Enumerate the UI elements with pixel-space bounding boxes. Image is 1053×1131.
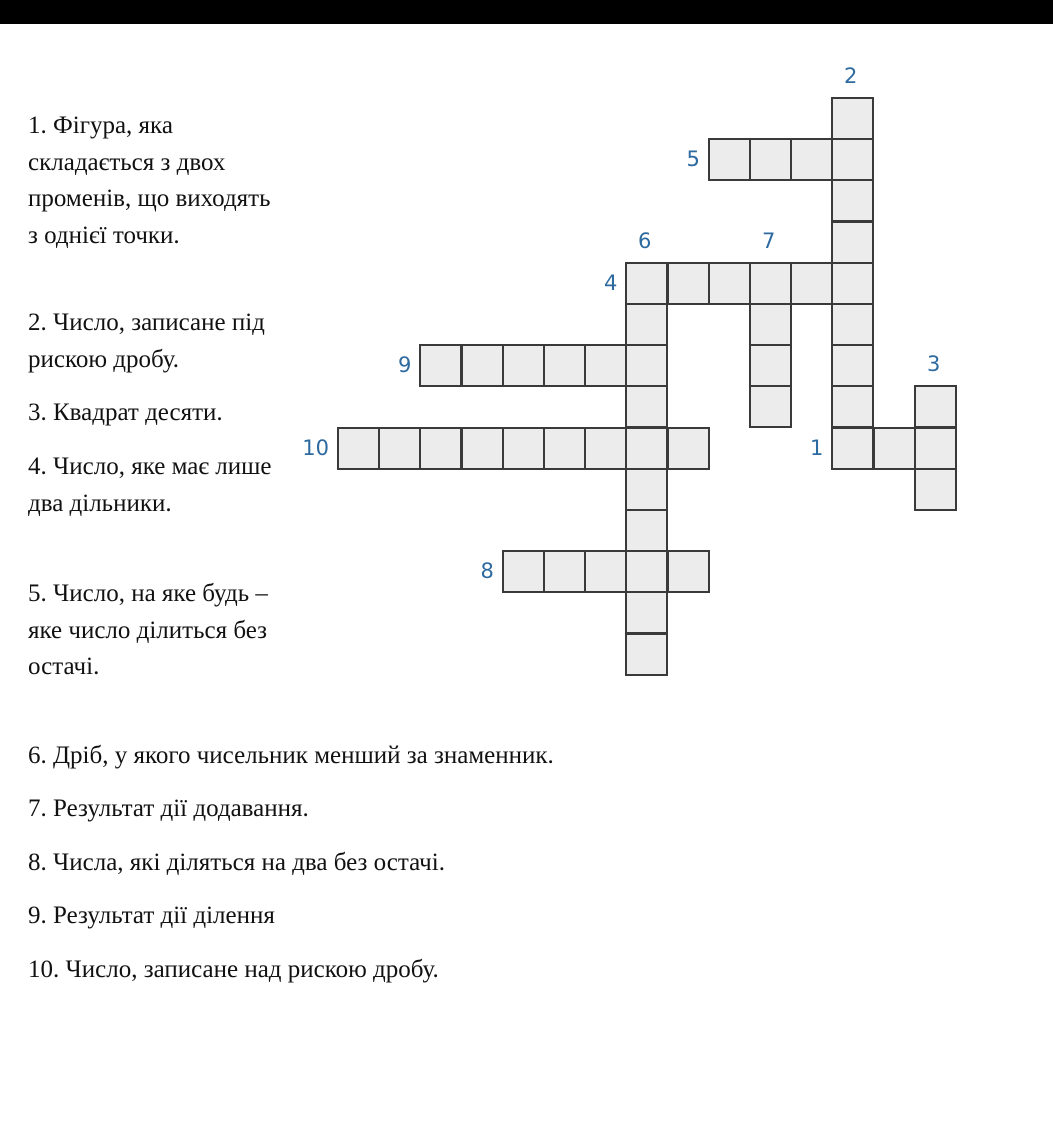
crossword-cell[interactable] — [749, 138, 792, 181]
crossword-cell[interactable] — [667, 427, 710, 470]
clue-number-8: 8 — [480, 559, 494, 583]
clue-6: 6. Дріб, у якого чисельник менший за знаменник. — [28, 742, 554, 769]
crossword-cell[interactable] — [708, 262, 751, 305]
crossword-cell[interactable] — [543, 550, 586, 593]
crossword-cell[interactable] — [625, 427, 668, 470]
crossword-cell[interactable] — [749, 385, 792, 428]
crossword-cell[interactable] — [873, 427, 916, 470]
crossword-cell[interactable] — [831, 385, 874, 428]
clue-number-4: 4 — [604, 271, 618, 295]
crossword-cell[interactable] — [378, 427, 421, 470]
crossword-cell[interactable] — [831, 344, 874, 387]
clue-number-10: 10 — [302, 436, 329, 460]
crossword-cell[interactable] — [625, 550, 668, 593]
clue-number-9: 9 — [398, 353, 412, 377]
crossword-cell[interactable] — [543, 427, 586, 470]
crossword-cell[interactable] — [625, 303, 668, 346]
crossword-cell[interactable] — [749, 303, 792, 346]
crossword-cell[interactable] — [461, 427, 504, 470]
crossword-cell[interactable] — [584, 550, 627, 593]
crossword-cell[interactable] — [914, 468, 957, 511]
crossword-cell[interactable] — [461, 344, 504, 387]
crossword-cell[interactable] — [625, 509, 668, 552]
crossword-cell[interactable] — [749, 344, 792, 387]
crossword-cell[interactable] — [625, 344, 668, 387]
crossword-cell[interactable] — [502, 344, 545, 387]
clue-number-5: 5 — [686, 147, 700, 171]
clue-5: 5. Число, на яке будь – яке число ділиться без остачі. — [28, 580, 268, 680]
crossword-cell[interactable] — [831, 262, 874, 305]
crossword-cell[interactable] — [625, 468, 668, 511]
crossword-cell[interactable] — [749, 262, 792, 305]
crossword-cell[interactable] — [831, 303, 874, 346]
crossword-cell[interactable] — [667, 262, 710, 305]
crossword-cell[interactable] — [914, 385, 957, 428]
crossword-cell[interactable] — [625, 385, 668, 428]
crossword-cell[interactable] — [543, 344, 586, 387]
clue-2: 2. Число, записане під рискою дробу. — [28, 309, 265, 373]
crossword-cell[interactable] — [337, 427, 380, 470]
crossword-cell[interactable] — [667, 550, 710, 593]
clue-7: 7. Результат дії додавання. — [28, 795, 309, 822]
crossword-cell[interactable] — [790, 262, 833, 305]
clue-3: 3. Квадрат десяти. — [28, 399, 223, 426]
clue-4: 4. Число, яке має лише два дільники. — [28, 453, 272, 517]
clue-8: 8. Числа, які діляться на два без остачі. — [28, 849, 445, 876]
clue-number-1: 1 — [810, 436, 824, 460]
clue-9: 9. Результат дії ділення — [28, 902, 275, 929]
clue-number-6: 6 — [638, 229, 652, 253]
crossword-cell[interactable] — [831, 221, 874, 264]
crossword-cell[interactable] — [831, 97, 874, 140]
crossword-cell[interactable] — [502, 550, 545, 593]
crossword-cell[interactable] — [708, 138, 751, 181]
crossword-cell[interactable] — [625, 633, 668, 676]
crossword-cell[interactable] — [831, 179, 874, 222]
clue-10: 10. Число, записане над рискою дробу. — [28, 956, 439, 983]
crossword-cell[interactable] — [419, 427, 462, 470]
crossword-cell[interactable] — [831, 427, 874, 470]
crossword-cell[interactable] — [790, 138, 833, 181]
crossword-cell[interactable] — [625, 262, 668, 305]
clue-number-7: 7 — [762, 229, 776, 253]
crossword-cell[interactable] — [914, 427, 957, 470]
crossword-cell[interactable] — [584, 427, 627, 470]
crossword-cell[interactable] — [584, 344, 627, 387]
clue-number-3: 3 — [927, 352, 941, 376]
crossword-cell[interactable] — [502, 427, 545, 470]
clue-1: 1. Фігура, яка складається з двох променів, що виходять з однієї точки. — [28, 112, 271, 249]
crossword-cell[interactable] — [831, 138, 874, 181]
crossword-cell[interactable] — [419, 344, 462, 387]
clue-number-2: 2 — [844, 64, 858, 88]
crossword-cell[interactable] — [625, 591, 668, 634]
